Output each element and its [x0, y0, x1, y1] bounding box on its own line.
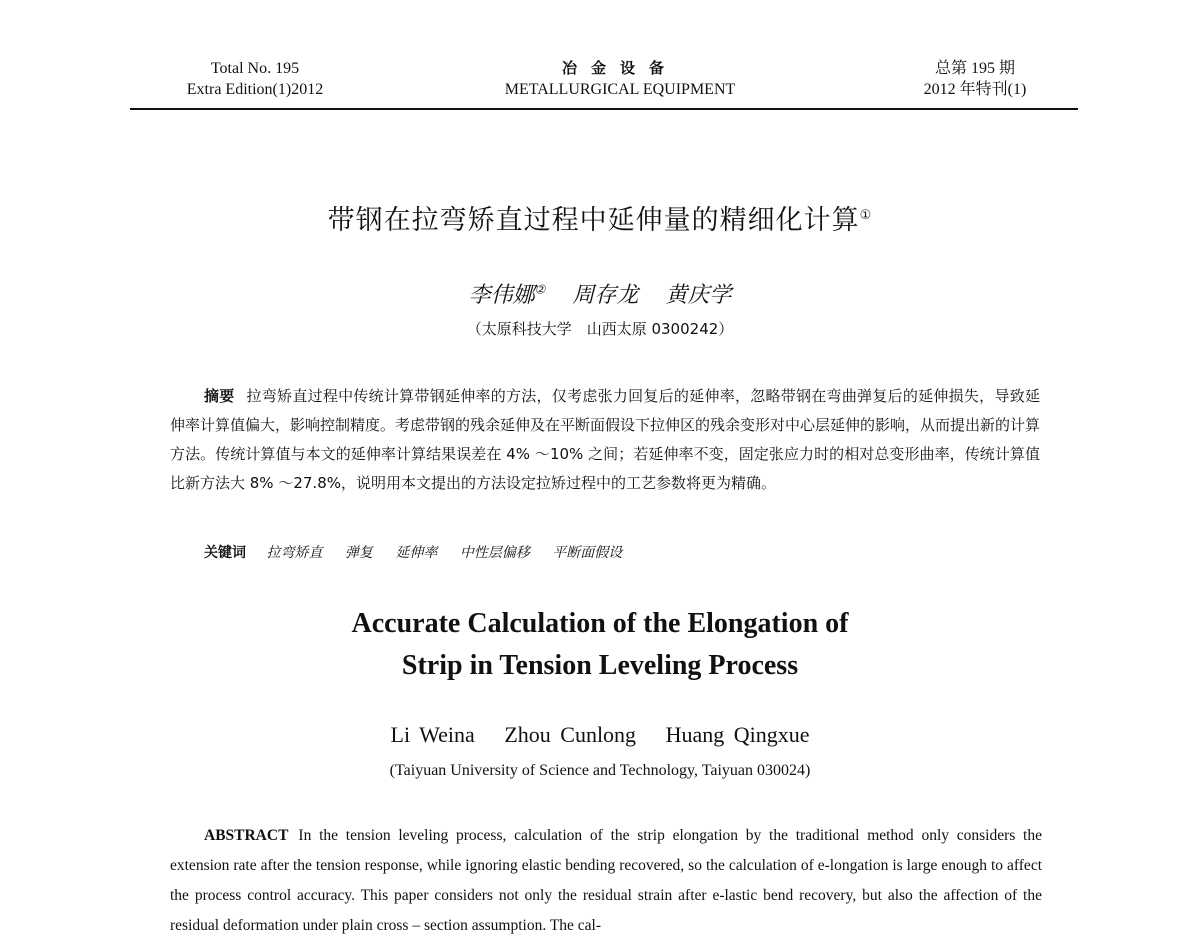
chinese-author: 黄庆学 [665, 283, 732, 308]
english-affiliation: (Taiyuan University of Science and Technology, Taiyuan 030024) [389, 762, 811, 779]
author-footnote-marker: ② [534, 282, 546, 297]
header-volume-info [165, 58, 345, 100]
chinese-title-text: 带钢在拉弯矫直过程中延伸量的精细化计算 [327, 205, 860, 236]
header-total-issue-cn: 总第 195 期 [934, 60, 1015, 77]
header-special-issue-cn: 2012 年特刊(1) [923, 81, 1027, 98]
english-abstract-text: In the tension leveling process, calculation of the strip elongation by the traditional method only considers the extension rate after the tension response, while ignoring elastic bending recovered, so the calculation of e-longation is large enough to affect the process control accuracy. This paper considers not only the residual strain after e-lastic bend recovery, but also the affection of the residual deformation under plain cross – section assumption. The cal- [170, 827, 1042, 934]
chinese-abstract-text: 拉弯矫直过程中传统计算带钢延伸率的方法，仅考虑张力回复后的延伸率，忽略带钢在弯曲弹复后的延伸损失，导致延伸率计算值偏大，影响控制精度。考虑带钢的残余延伸及在平断面假设下拉伸区的残余变形对中心层延伸的影响，从而提出新的计算方法。传统计算值与本文的延伸率计算结果误差在 4% ～10% 之间；若延伸率不变，固定张应力时的相对总变形曲率，传统计算值比新方法大 8% ～27.8%，说明用本文提出的方法设定拉矫过程中的工艺参数将更为精确。 [170, 387, 1041, 492]
chinese-author: 周存龙 [572, 283, 639, 308]
header-journal-name-cn: 冶金设备 [561, 59, 678, 77]
english-abstract-label: ABSTRACT [204, 827, 289, 844]
english-author: Zhou Cunlong [504, 722, 637, 747]
chinese-keywords [204, 542, 1044, 562]
keyword: 中性层偏移 [459, 545, 530, 561]
keyword: 弹复 [344, 545, 373, 561]
header-edition: Extra Edition(1)2012 [186, 81, 324, 98]
english-authors [0, 722, 1200, 748]
keyword: 拉弯矫直 [266, 545, 323, 561]
keyword: 平断面假设 [552, 545, 623, 561]
chinese-author: 李伟娜② [468, 282, 546, 308]
chinese-abstract-label: 摘要 [204, 387, 235, 405]
title-footnote-marker: ① [859, 208, 873, 223]
english-title [0, 603, 1200, 687]
english-title-line: Accurate Calculation of the Elongation of [351, 608, 849, 639]
header-divider [130, 108, 1078, 110]
header-journal-name [470, 58, 770, 100]
english-title-line: Strip in Tension Leveling Process [401, 650, 799, 681]
chinese-authors [0, 278, 1200, 309]
header-total-number: Total No. 195 [210, 60, 300, 77]
chinese-abstract [170, 382, 1040, 498]
english-author: Li Weina [390, 722, 475, 747]
english-author: Huang Qingxue [665, 722, 810, 747]
keyword: 延伸率 [395, 545, 438, 561]
header-issue-info [900, 58, 1050, 100]
chinese-title [0, 198, 1200, 237]
english-abstract [170, 821, 1042, 941]
header-journal-name-en: METALLURGICAL EQUIPMENT [504, 81, 736, 98]
chinese-affiliation: （太原科技大学 山西太原 0300242） [466, 320, 734, 338]
chinese-keywords-label: 关键词 [204, 545, 246, 561]
